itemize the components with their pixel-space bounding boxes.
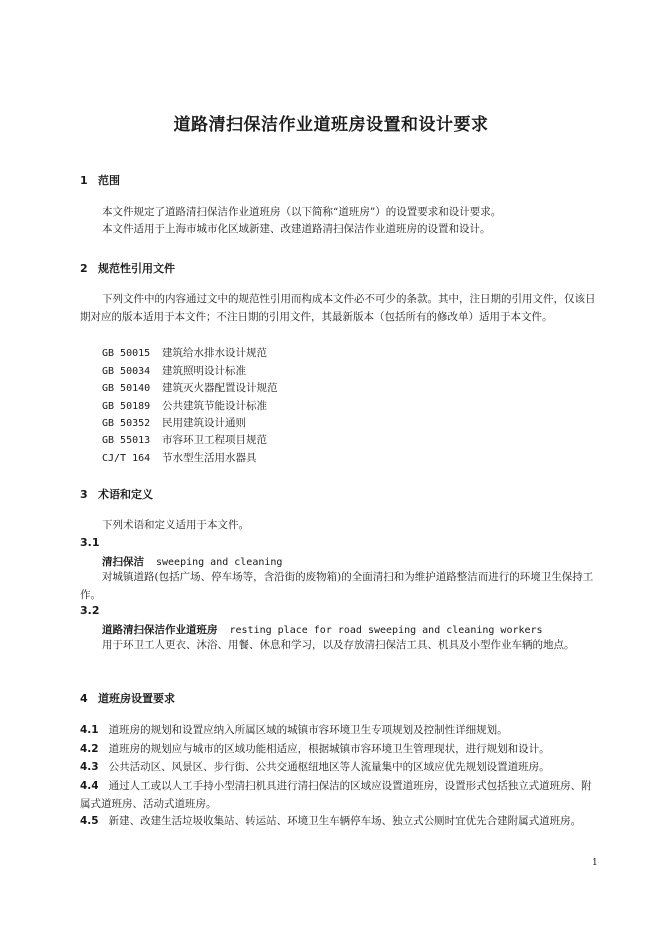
reference-code: GB 50189 <box>102 401 151 412</box>
section-title: 术语和定义 <box>98 488 153 501</box>
section-title: 道班房设置要求 <box>98 692 175 705</box>
term-en: resting place for road sweeping and cleaning workers <box>229 625 543 636</box>
reference-code: GB 55013 <box>102 435 151 446</box>
paragraph: 下列文件中的内容通过文中的规范性引用而构成本文件必不可少的条款。其中，注日期的引用文件，仅该日期对应的版本适用于本文件；不注日期的引用文件，其最新版本（包括所有的修改单）适用于本文件。 <box>80 293 596 323</box>
reference-item <box>102 415 246 430</box>
reference-name: 民用建筑设计通则 <box>162 417 246 429</box>
reference-code: GB 50352 <box>102 418 151 429</box>
reference-name: 建筑给水排水设计规范 <box>162 347 267 359</box>
term-zh: 清扫保洁 <box>102 556 144 568</box>
document-title: 道路清扫保洁作业道班房设置和设计要求 <box>173 115 489 135</box>
reference-item <box>102 363 246 378</box>
reference-item <box>102 450 257 465</box>
term-number: 3.2 <box>80 604 100 617</box>
section-number: 2 <box>80 262 88 275</box>
reference-code: GB 50015 <box>102 348 151 359</box>
clause <box>80 722 600 740</box>
reference-name: 市容环卫工程项目规范 <box>162 434 267 446</box>
clause-text: 道班房的规划应与城市的区域功能相适应，根据城镇市容环境卫生管理现状，进行规划和设计。 <box>108 743 550 755</box>
section-number: 3 <box>80 488 88 501</box>
clause <box>80 813 600 831</box>
section-title: 范围 <box>98 174 120 187</box>
section-2-heading <box>80 260 175 276</box>
section-number: 1 <box>80 174 88 187</box>
clause-number: 4.1 <box>80 724 99 736</box>
clause-number: 4.3 <box>80 761 99 773</box>
clause-text: 道班房的规划和设置应纳入所属区域的城镇市容环境卫生专项规划及控制性详细规划。 <box>108 724 508 736</box>
clause-number: 4.4 <box>80 780 99 792</box>
reference-code: GB 50034 <box>102 366 151 377</box>
reference-item <box>102 398 267 413</box>
clause <box>80 778 600 813</box>
clause <box>80 741 600 759</box>
clause-text: 公共活动区、风景区、步行街、公共交通枢纽地区等人流量集中的区域应优先规划设置道班房。 <box>108 761 550 773</box>
paragraph: 下列术语和定义适用于本文件。 <box>102 519 249 531</box>
reference-name: 节水型生活用水器具 <box>162 452 257 464</box>
page-number: 1 <box>592 858 598 868</box>
reference-name: 公共建筑节能设计标准 <box>162 400 267 412</box>
paragraph: 本文件适用于上海市城市化区域新建、改建道路清扫保洁作业道班房的设置和设计。 <box>102 223 491 235</box>
reference-name: 建筑灭火器配置设计规范 <box>162 382 278 394</box>
term-title <box>102 622 543 637</box>
clause-number: 4.2 <box>80 743 99 755</box>
section-1-heading <box>80 172 120 188</box>
paragraph: 本文件规定了道路清扫保洁作业道班房（以下简称“道班房”）的设置要求和设计要求。 <box>102 206 502 218</box>
reference-item <box>102 432 267 447</box>
section-4-heading <box>80 690 175 706</box>
reference-code: GB 50140 <box>102 383 151 394</box>
clause-text: 新建、改建生活垃圾收集站、转运站、环境卫生车辆停车场、独立式公厕时宜优先合建附属式道班房。 <box>108 815 582 827</box>
term-title <box>102 554 282 569</box>
term-zh: 道路清扫保洁作业道班房 <box>102 624 218 636</box>
term-number: 3.1 <box>80 536 100 549</box>
term-definition: 对城镇道路(包括广场、停车场等，含沿街的废物箱)的全面清扫和为维护道路整洁而进行的环境卫生保持工作。 <box>80 571 594 601</box>
clause <box>80 759 600 777</box>
term-en: sweeping and cleaning <box>156 557 283 568</box>
section-3-heading <box>80 486 153 502</box>
section-title: 规范性引用文件 <box>98 262 175 275</box>
section-number: 4 <box>80 692 88 705</box>
reference-item <box>102 345 267 360</box>
term-definition: 用于环卫工人更衣、沐浴、用餐、休息和学习，以及存放清扫保洁工具、机具及小型作业车辆的地点。 <box>102 639 575 651</box>
clause-text: 通过人工或以人工手持小型清扫机具进行清扫保洁的区域应设置道班房，设置形式包括独立式道班房、附属式道班房、活动式道班房。 <box>80 780 592 810</box>
reference-code: CJ/T 164 <box>102 453 151 464</box>
clause-number: 4.5 <box>80 815 99 827</box>
reference-name: 建筑照明设计标准 <box>162 365 246 377</box>
reference-item <box>102 380 278 395</box>
